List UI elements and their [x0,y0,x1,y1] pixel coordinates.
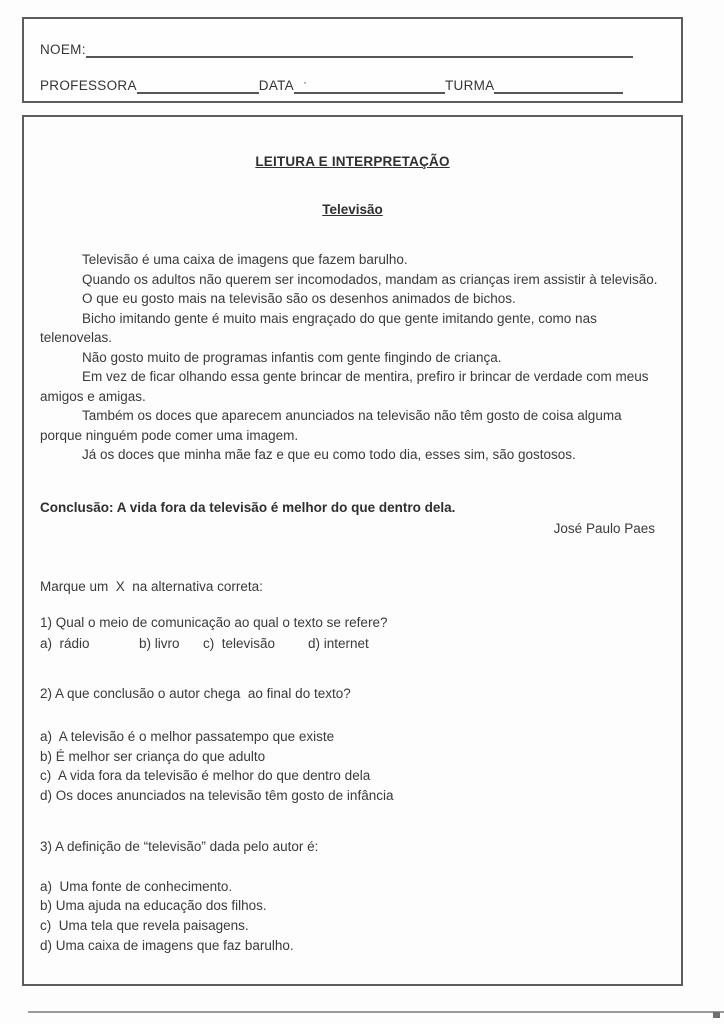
author-name: José Paulo Paes [553,521,655,536]
question-2-text: 2) A que conclusão o autor chega ao final do texto? [40,685,351,701]
passage-paragraph: Também os doces que aparecem anunciados na televisão não têm gosto de coisa alguma porque ninguém pode comer uma imagem. [40,408,622,443]
question-1-option-a: a) rádio [40,635,90,651]
question-1-option-c: c) televisão [203,635,276,651]
passage-paragraph: Já os doces que minha mãe faz e que eu como todo dia, esses sim, são gostosos. [82,447,576,462]
professora-label: PROFESSORA [40,78,137,93]
name-blank-line [86,41,633,58]
question-2-option-d: d) Os doces anunciados na televisão têm gosto de infância [40,787,394,803]
question-1-option-d: d) internet [308,635,369,651]
question-3 [40,837,665,955]
data-label: DATA [258,78,294,93]
worksheet-title: LEITURA E INTERPRETAÇÃO [255,154,450,169]
worksheet-box [22,115,683,986]
scan-artifact-mark [713,1012,720,1018]
passage-paragraph: Não gosto muito de programas infantis com gente fingindo de criança. [82,349,502,365]
question-1 [40,613,665,654]
question-3-text: 3) A definição de “televisão” dada pelo autor é: [40,839,319,855]
name-row [40,41,667,58]
question-3-options [40,877,665,955]
passage-paragraph: Bicho imitando gente é muito mais engraçado do que gente imitando gente, como nas telenovelas. [40,310,597,345]
instruction-text: Marque um X na alternativa correta: [40,578,263,594]
question-2-option-b: b) É melhor ser criança do que adulto [40,748,266,764]
worksheet-subtitle: Televisão [322,202,383,217]
reading-passage [40,250,665,465]
question-3-option-c: c) Uma tela que revela paisagens. [40,918,249,934]
scan-artifact-line [28,1011,724,1013]
question-1-text: 1) Qual o meio de comunicação ao qual o texto se refere? [40,615,388,630]
passage-paragraph: Quando os adultos não querem ser incomodados, mandam as crianças irem assistir à televisão. [82,271,658,287]
professora-blank-line [137,77,259,94]
question-1-options [40,634,665,654]
question-2-options [40,727,665,805]
question-3-option-a: a) Uma fonte de conhecimento. [40,878,233,894]
passage-paragraph: Em vez de ficar olhando essa gente brincar de mentira, prefiro ir brincar de verdade com meus amigos e amigas. [40,369,649,404]
question-2-option-c: c) A vida fora da televisão é melhor do que dentro dela [40,768,371,784]
question-2-option-a: a) A televisão é o melhor passatempo que existe [40,729,335,744]
question-3-option-d: d) Uma caixa de imagens que faz barulho. [40,937,294,953]
question-2 [40,684,665,806]
name-label: NOEM: [40,42,86,57]
passage-paragraph: O que eu gosto mais na televisão são os desenhos animados de bichos. [82,291,516,306]
teacher-date-class-row [40,77,667,94]
student-info-box [22,17,683,103]
date-dot-mark: · [302,75,307,89]
question-1-option-b: b) livro [139,635,180,651]
question-3-option-b: b) Uma ajuda na educação dos filhos. [40,898,267,914]
turma-blank-line [494,77,623,94]
turma-label: TURMA [444,78,495,93]
passage-paragraph: Televisão é uma caixa de imagens que fazem barulho. [82,252,408,267]
conclusion-text: Conclusão: A vida fora da televisão é melhor do que dentro dela. [40,499,456,515]
data-blank-line [294,77,445,94]
